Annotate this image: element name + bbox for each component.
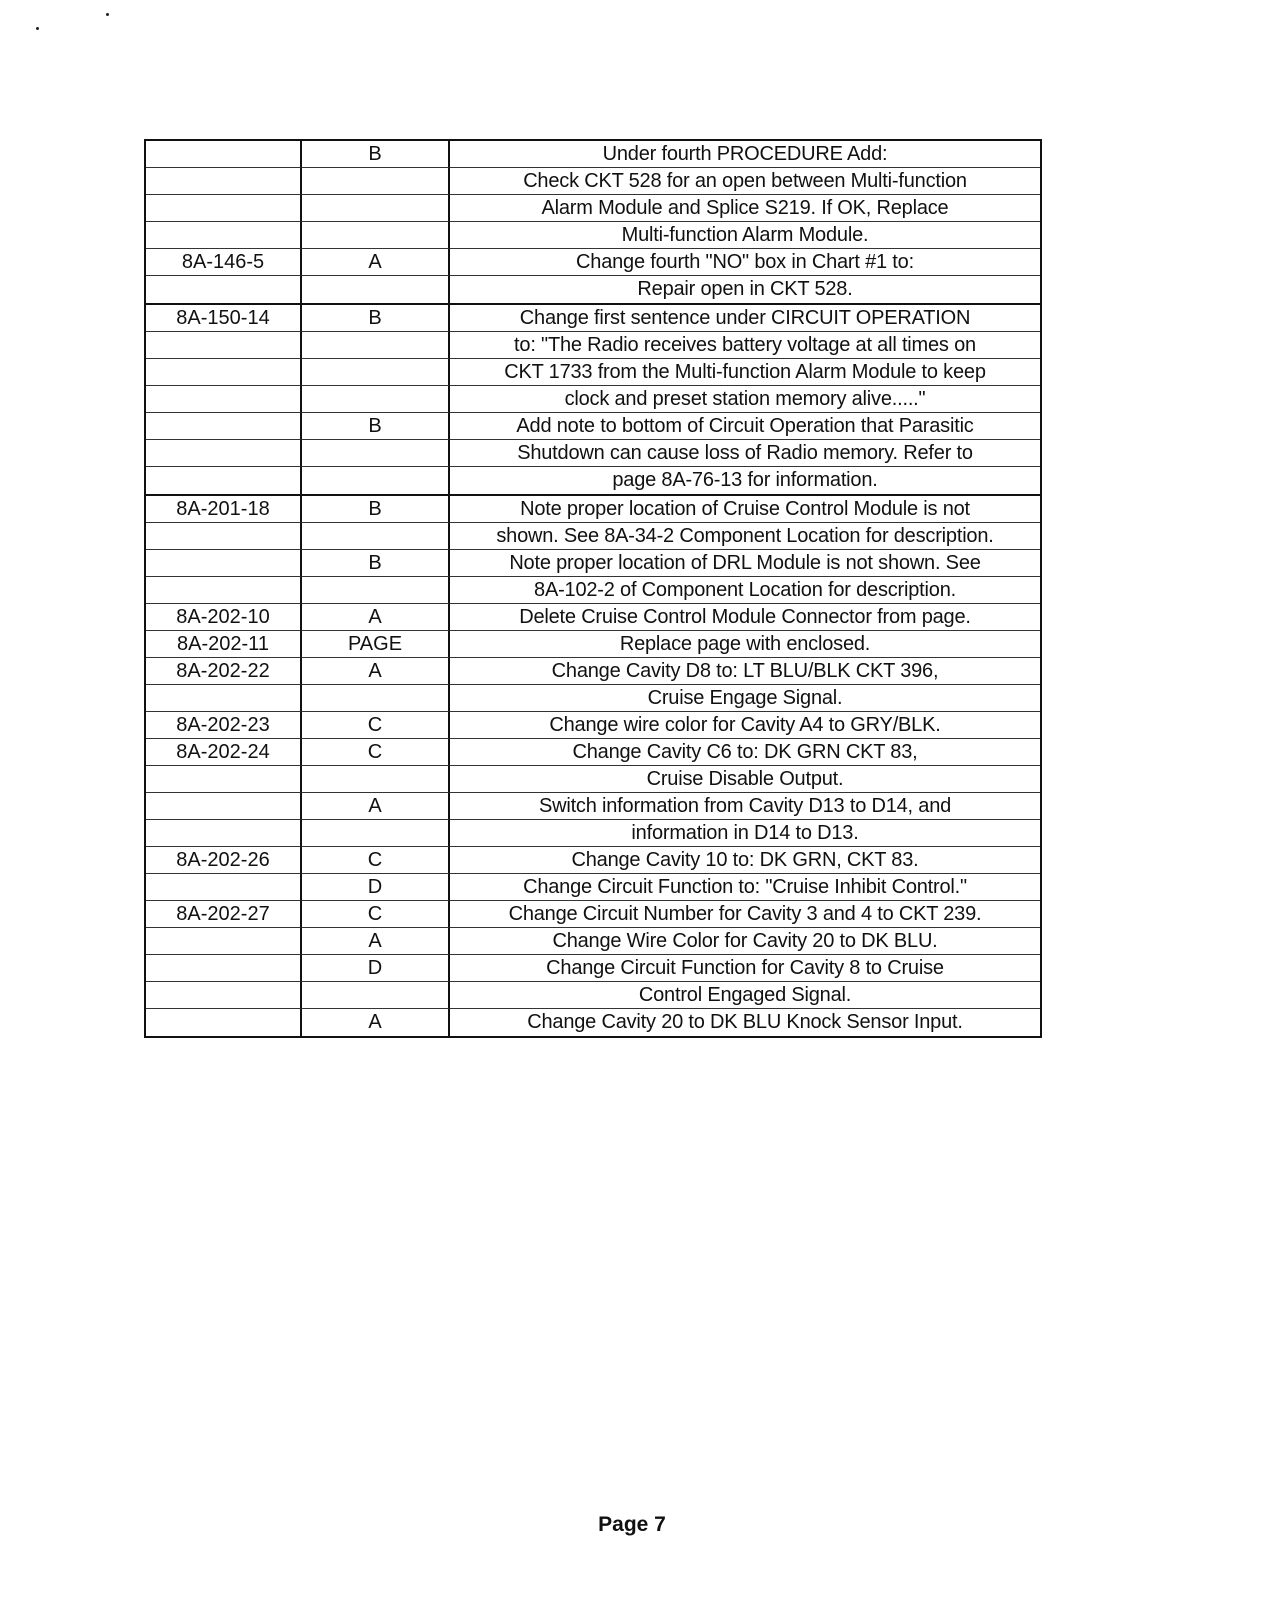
change-code-cell: A	[302, 793, 450, 820]
page-ref-cell	[146, 685, 302, 712]
change-description-cell: Delete Cruise Control Module Connector from page.	[450, 604, 1040, 631]
change-code-cell	[302, 982, 450, 1009]
scan-speck	[36, 27, 39, 30]
table-row	[146, 685, 1040, 712]
change-code-cell	[302, 168, 450, 195]
change-description-cell: Cruise Engage Signal.	[450, 685, 1040, 712]
table-row	[146, 1009, 1040, 1036]
change-description-cell: Change Cavity C6 to: DK GRN CKT 83,	[450, 739, 1040, 766]
change-code-cell	[302, 276, 450, 303]
change-code-cell	[302, 577, 450, 604]
change-description-cell: Change Circuit Number for Cavity 3 and 4 to CKT 239.	[450, 901, 1040, 928]
change-description-cell: Alarm Module and Splice S219. If OK, Replace	[450, 195, 1040, 222]
page-ref-cell	[146, 766, 302, 793]
page-number: Page 7	[598, 1513, 666, 1536]
page-ref-cell	[146, 874, 302, 901]
page-ref-cell: 8A-146-5	[146, 249, 302, 276]
change-code-cell	[302, 359, 450, 386]
table-row	[146, 874, 1040, 901]
page-ref-cell	[146, 523, 302, 550]
page-ref-cell: 8A-150-14	[146, 305, 302, 332]
table-row	[146, 739, 1040, 766]
page-ref-cell: 8A-202-26	[146, 847, 302, 874]
page-ref-cell	[146, 982, 302, 1009]
change-code-cell: A	[302, 604, 450, 631]
page-ref-cell	[146, 928, 302, 955]
change-description-cell: shown. See 8A-34-2 Component Location for description.	[450, 523, 1040, 550]
change-description-cell: Multi-function Alarm Module.	[450, 222, 1040, 249]
change-code-cell: B	[302, 550, 450, 577]
change-description-cell: Shutdown can cause loss of Radio memory. Refer to	[450, 440, 1040, 467]
table-row	[146, 276, 1040, 303]
page-ref-cell	[146, 793, 302, 820]
change-code-cell: C	[302, 739, 450, 766]
table-row	[146, 766, 1040, 793]
change-description-cell: Add note to bottom of Circuit Operation that Parasitic	[450, 413, 1040, 440]
change-code-cell	[302, 332, 450, 359]
change-code-cell: B	[302, 141, 450, 168]
table-row	[146, 604, 1040, 631]
change-description-cell: Control Engaged Signal.	[450, 982, 1040, 1009]
page-ref-cell: 8A-202-10	[146, 604, 302, 631]
change-description-cell: Change wire color for Cavity A4 to GRY/BLK.	[450, 712, 1040, 739]
table-row	[146, 413, 1040, 440]
table-row	[146, 332, 1040, 359]
table-row	[146, 928, 1040, 955]
table-row	[146, 195, 1040, 222]
change-description-cell: Change Cavity 10 to: DK GRN, CKT 83.	[450, 847, 1040, 874]
table-row	[146, 550, 1040, 577]
page-ref-cell	[146, 820, 302, 847]
page-ref-cell: 8A-202-23	[146, 712, 302, 739]
change-description-cell: Change Cavity D8 to: LT BLU/BLK CKT 396,	[450, 658, 1040, 685]
change-description-cell: Change first sentence under CIRCUIT OPERATION	[450, 305, 1040, 332]
change-code-cell	[302, 467, 450, 494]
change-description-cell: Check CKT 528 for an open between Multi-function	[450, 168, 1040, 195]
change-code-cell	[302, 195, 450, 222]
page-ref-cell	[146, 195, 302, 222]
change-description-cell: CKT 1733 from the Multi-function Alarm Module to keep	[450, 359, 1040, 386]
change-code-cell: A	[302, 928, 450, 955]
change-description-cell: to: "The Radio receives battery voltage at all times on	[450, 332, 1040, 359]
table-section	[146, 303, 1040, 494]
page-ref-cell	[146, 222, 302, 249]
table-row	[146, 523, 1040, 550]
change-code-cell: B	[302, 496, 450, 523]
scan-speck	[106, 13, 109, 16]
table-row	[146, 359, 1040, 386]
change-description-cell: Change fourth "NO" box in Chart #1 to:	[450, 249, 1040, 276]
change-code-cell	[302, 386, 450, 413]
page-ref-cell	[146, 276, 302, 303]
page-ref-cell: 8A-202-27	[146, 901, 302, 928]
change-description-cell: Cruise Disable Output.	[450, 766, 1040, 793]
change-code-cell	[302, 222, 450, 249]
page-ref-cell	[146, 359, 302, 386]
change-description-cell: Replace page with enclosed.	[450, 631, 1040, 658]
change-description-cell: Repair open in CKT 528.	[637, 278, 853, 300]
change-code-cell: C	[302, 901, 450, 928]
page-ref-cell: 8A-202-22	[146, 658, 302, 685]
table-row	[146, 467, 1040, 494]
change-code-cell	[302, 523, 450, 550]
change-code-cell: A	[302, 1009, 450, 1036]
change-code-cell	[302, 685, 450, 712]
page-ref-cell	[146, 955, 302, 982]
table-row	[146, 631, 1040, 658]
change-code-cell: C	[302, 712, 450, 739]
table-row	[146, 793, 1040, 820]
errata-table	[144, 139, 1042, 1038]
page-ref-cell	[146, 440, 302, 467]
table-row	[146, 982, 1040, 1009]
change-description-cell: Change Circuit Function for Cavity 8 to Cruise	[450, 955, 1040, 982]
change-code-cell: C	[302, 847, 450, 874]
change-description-cell: Under fourth PROCEDURE Add:	[450, 141, 1040, 168]
change-description-cell: information in D14 to D13.	[450, 820, 1040, 847]
change-description-cell: Note proper location of DRL Module is not shown. See	[450, 550, 1040, 577]
change-description-cell: Change Circuit Function to: "Cruise Inhibit Control."	[450, 874, 1040, 901]
table-row	[146, 820, 1040, 847]
table-section	[146, 494, 1040, 1036]
table-row	[146, 305, 1040, 332]
table-row	[146, 440, 1040, 467]
change-code-cell: B	[302, 413, 450, 440]
page-ref-cell: 8A-202-11	[146, 631, 302, 658]
table-section	[146, 141, 1040, 303]
change-code-cell: D	[302, 955, 450, 982]
table-row	[146, 955, 1040, 982]
page-ref-cell	[146, 141, 302, 168]
change-description-cell: Switch information from Cavity D13 to D14, and	[450, 793, 1040, 820]
change-description-cell: Note proper location of Cruise Control Module is not	[450, 496, 1040, 523]
table-row	[146, 141, 1040, 168]
change-code-cell: D	[302, 874, 450, 901]
change-description-cell: Change Cavity 20 to DK BLU Knock Sensor Input.	[527, 1011, 963, 1033]
page-ref-cell	[146, 386, 302, 413]
change-code-cell: A	[302, 658, 450, 685]
table-row	[146, 222, 1040, 249]
table-row	[146, 901, 1040, 928]
table-row	[146, 249, 1040, 276]
change-description-cell: 8A-102-2 of Component Location for description.	[450, 577, 1040, 604]
change-code-cell	[302, 820, 450, 847]
page-ref-cell	[146, 413, 302, 440]
page-ref-cell	[146, 467, 302, 494]
table-row	[146, 658, 1040, 685]
change-description-cell: clock and preset station memory alive....."	[450, 386, 1040, 413]
change-code-cell: A	[302, 249, 450, 276]
table-row	[146, 168, 1040, 195]
change-code-cell: B	[302, 305, 450, 332]
table-row	[146, 847, 1040, 874]
page-ref-cell	[146, 550, 302, 577]
change-description-cell: page 8A-76-13 for information.	[612, 469, 878, 491]
page-ref-cell	[146, 577, 302, 604]
change-code-cell	[302, 766, 450, 793]
change-code-cell	[302, 440, 450, 467]
change-code-cell: PAGE	[302, 631, 450, 658]
page-ref-cell	[146, 332, 302, 359]
table-row	[146, 496, 1040, 523]
page-ref-cell: 8A-202-24	[146, 739, 302, 766]
table-row	[146, 577, 1040, 604]
page-ref-cell	[146, 168, 302, 195]
page-ref-cell: 8A-201-18	[146, 496, 302, 523]
page-ref-cell	[146, 1009, 302, 1036]
table-row	[146, 386, 1040, 413]
change-description-cell: Change Wire Color for Cavity 20 to DK BLU.	[450, 928, 1040, 955]
table-row	[146, 712, 1040, 739]
